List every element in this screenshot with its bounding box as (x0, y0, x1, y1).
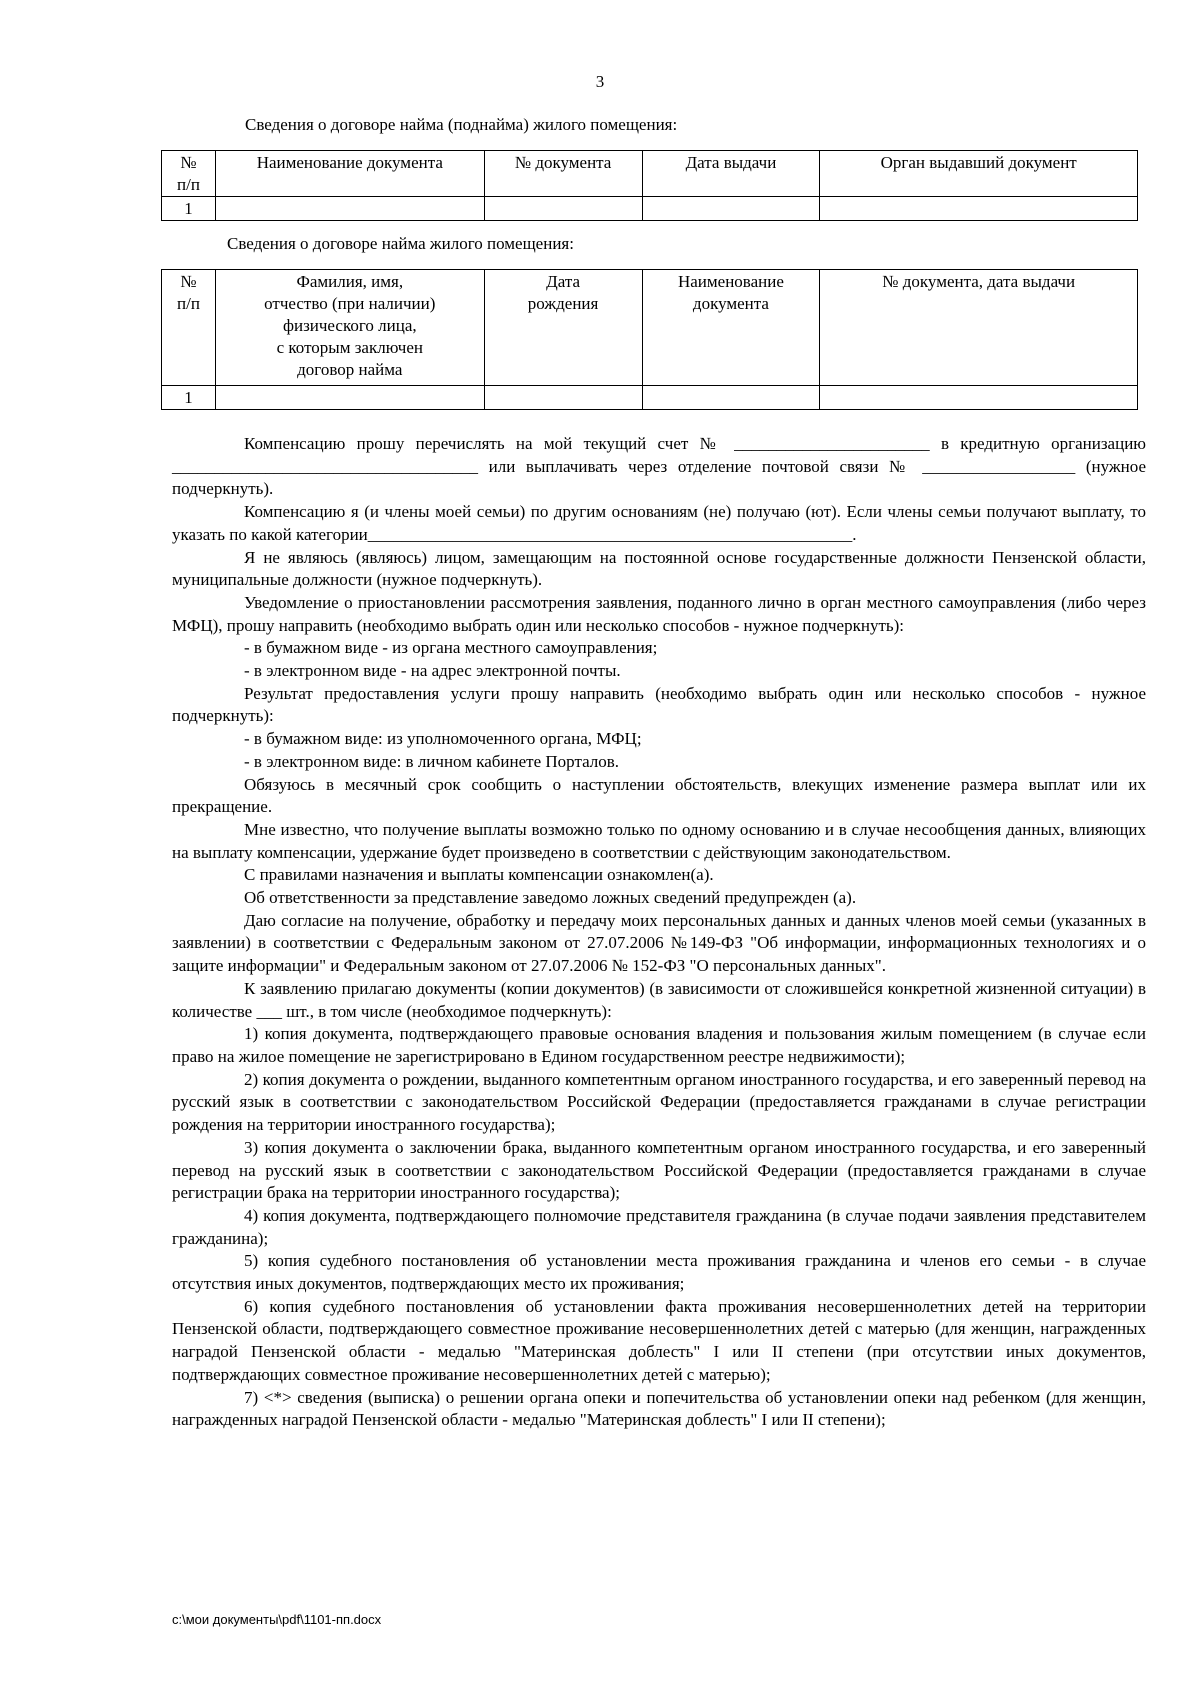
table-cell: 1 (162, 197, 216, 221)
header-cell: Дата рождения (484, 270, 642, 386)
paragraph: Уведомление о приостановлении рассмотрения заявления, поданного лично в орган местного самоуправления (либо через МФЦ), прошу направить (необходимо выбрать один или несколько способов - нужное подчеркнуть): (172, 592, 1146, 635)
paragraph: Обязуюсь в месячный срок сообщить о наступлении обстоятельств, влекущих изменение размера выплат или их прекращение. (172, 774, 1146, 817)
paragraph: 5) копия судебного постановления об установлении места проживания гражданина и членов его семьи - в случае отсутствия иных документов, подтверждающих место их проживания; (172, 1251, 1146, 1294)
table-cell (215, 386, 484, 410)
table-cell (484, 197, 642, 221)
section2-caption: Сведения о договоре найма жилого помещения: (227, 234, 574, 253)
header-cell: № п/п (162, 151, 216, 197)
page-number: 3 (595, 72, 605, 91)
tenant-table (161, 269, 1138, 410)
table-cell (484, 386, 642, 410)
paragraph: 2) копия документа о рождении, выданного компетентным органом иностранного государства, и его заверенный перевод на русский язык в соответствии с законодательством Российской Федерации (предоставляется гражданами в случае регистрации рождения на территории иностранного государства); (172, 1069, 1146, 1135)
section1-caption: Сведения о договоре найма (поднайма) жилого помещения: (245, 115, 678, 134)
paragraph: Об ответственности за представление заведомо ложных сведений предупрежден (а). (244, 888, 857, 908)
paragraph: 7) <*> сведения (выписка) о решении органа опеки и попечительства об установлении опеки над ребенком (для женщин, награжденных наградой Пензенской области - медалью "Материнская доблесть" I или II степени); (172, 1387, 1146, 1430)
paragraph: 4) копия документа, подтверждающего полномочие представителя гражданина (в случае подачи заявления представителем гражданина); (172, 1205, 1146, 1248)
header-cell: Фамилия, имя, отчество (при наличии) физического лица, с которым заключен договор найма (215, 270, 484, 386)
table-cell (820, 386, 1138, 410)
paragraph: Компенсацию я (и члены моей семьи) по другим основаниям (не) получаю (ют). Если члены семьи получают выплату, то указать по какой категории_________________________________________________________. (172, 502, 1146, 544)
table-row (162, 386, 1138, 410)
paragraph: С правилами назначения и выплаты компенсации ознакомлен(а). (244, 865, 714, 885)
table-cell (642, 386, 820, 410)
paragraph: Я не являюсь (являюсь) лицом, замещающим на постоянной основе государственные должности Пензенской области, муниципальные должности (нужное подчеркнуть). (172, 547, 1146, 590)
header-cell: № документа (484, 151, 642, 197)
paragraph: Даю согласие на получение, обработку и передачу моих персональных данных и данных членов моей семьи (указанных в заявлении) в соответствии с Федеральным законом от 27.07.2006 №149-ФЗ "Об информации, информационных технологиях и о защите информации" и Федеральным законом от 27.07.2006 № 152-ФЗ "О персональных данных". (172, 910, 1146, 976)
table-cell (642, 197, 820, 221)
paragraph: - в электронном виде: в личном кабинете Порталов. (244, 751, 620, 771)
file-path-footer: c:\мои документы\pdf\1101-пп.docx (172, 1612, 382, 1627)
paragraph: 1) копия документа, подтверждающего правовые основания владения и пользования жилым помещением (в случае если право на жилое помещение не зарегистрировано в Едином государственном реестре недвижимости); (172, 1024, 1146, 1066)
header-cell: Дата выдачи (642, 151, 820, 197)
paragraph: - в бумажном виде - из органа местного самоуправления; (244, 638, 658, 658)
header-cell: Наименование документа (642, 270, 820, 386)
application-body-text (172, 433, 1146, 1432)
paragraph: 6) копия судебного постановления об установлении факта проживания несовершеннолетних детей на территории Пензенской области, подтверждающего совместное проживание несовершеннолетних детей с матерью (для женщин, награжденных наградой Пензенской области - медалью "Материнская доблесть" I или II степени (при отсутствии иных документов, подтверждающих совместное проживание несовершеннолетних детей с матерью); (172, 1296, 1146, 1384)
table-header-row (162, 151, 1138, 197)
table-row (162, 197, 1138, 221)
table-cell (820, 197, 1138, 221)
paragraph: Мне известно, что получение выплаты возможно только по одному основанию и в случае несообщения данных, влияющих на выплату компенсации, удержание будет произведено в соответствии с действующим законодательством. (172, 819, 1146, 862)
header-cell: Орган выдавший документ (820, 151, 1138, 197)
table-cell: 1 (162, 386, 216, 410)
paragraph: Результат предоставления услуги прошу направить (необходимо выбрать один или несколько способов - нужное подчеркнуть): (172, 683, 1146, 726)
table-header-row (162, 270, 1138, 386)
paragraph: - в электронном виде - на адрес электронной почты. (244, 661, 621, 681)
header-cell: № документа, дата выдачи (820, 270, 1138, 386)
paragraph: - в бумажном виде: из уполномоченного органа, МФЦ; (244, 729, 642, 749)
header-cell: № п/п (162, 270, 216, 386)
header-cell: Наименование документа (215, 151, 484, 197)
paragraph: К заявлению прилагаю документы (копии документов) (в зависимости от сложившейся конкретной жизненной ситуации) в количестве ___ шт., в том числе (необходимое подчеркнуть): (172, 978, 1146, 1021)
paragraph: 3) копия документа о заключении брака, выданного компетентным органом иностранного государства, и его заверенный перевод на русский язык в соответствии с законодательством Российской Федерации (предоставляется гражданами в случае регистрации брака на территории иностранного государства); (172, 1137, 1146, 1203)
table-cell (215, 197, 484, 221)
paragraph: Компенсацию прошу перечислять на мой текущий счет № _______________________ в кредитную организацию ____________________________________ или выплачивать через отделение почтовой связи № __________________ (нужное подчеркнуть). (172, 434, 1146, 499)
rental-contract-table (161, 150, 1138, 221)
